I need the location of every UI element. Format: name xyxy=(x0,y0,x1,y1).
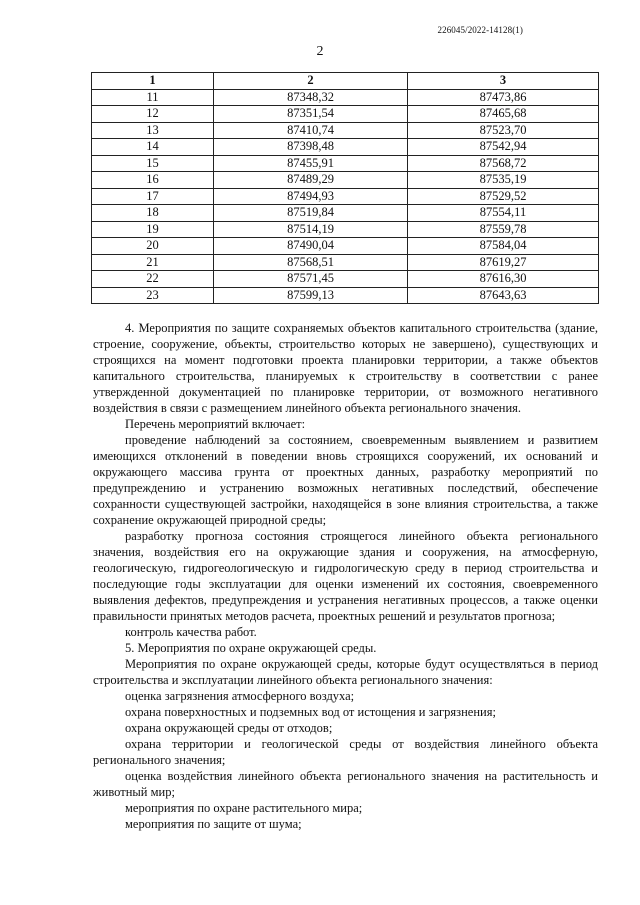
table-row xyxy=(92,205,599,222)
table-cell: 87489,29 xyxy=(214,172,408,189)
table-header-row xyxy=(92,73,599,90)
table-cell: 87529,52 xyxy=(408,188,599,205)
table-row xyxy=(92,221,599,238)
column-header: 3 xyxy=(408,73,599,90)
paragraph: охрана территории и геологической среды от воздействия линейного объекта регионального значения; xyxy=(93,737,598,767)
table-row xyxy=(92,122,599,139)
table-row xyxy=(92,89,599,106)
table-cell: 20 xyxy=(92,238,214,255)
table-cell: 13 xyxy=(92,122,214,139)
table-row xyxy=(92,188,599,205)
table-cell: 87559,78 xyxy=(408,221,599,238)
page-number: 2 xyxy=(316,44,324,59)
table-cell: 22 xyxy=(92,271,214,288)
paragraph: оценка воздействия линейного объекта регионального значения на растительность и животный мир; xyxy=(93,769,598,799)
paragraph: проведение наблюдений за состоянием, своевременным выявлением и развитием имеющихся отклонений в поведении вновь строящихся сооружений, их оснований и окружающего массива грунта от проектных данных, разработку мероприятий по предупреждению и устранению возможных негативных последствий, обеспечение сохранности существующей застройки, находящейся в зоне влияния строительства, а также сохранение окружающей природной среды; xyxy=(93,433,598,527)
table-cell: 87398,48 xyxy=(214,139,408,156)
paragraph: охрана поверхностных и подземных вод от истощения и загрязнения; xyxy=(125,705,496,719)
coordinates-table xyxy=(91,72,599,304)
paragraph: мероприятия по охране растительного мира; xyxy=(125,801,363,815)
table-cell: 87514,19 xyxy=(214,221,408,238)
column-header: 1 xyxy=(92,73,214,90)
table-cell: 23 xyxy=(92,287,214,304)
table-cell: 87494,93 xyxy=(214,188,408,205)
table-cell: 21 xyxy=(92,254,214,271)
table-row xyxy=(92,287,599,304)
table-row xyxy=(92,155,599,172)
table-cell: 87490,04 xyxy=(214,238,408,255)
paragraph: контроль качества работ. xyxy=(125,625,257,639)
table-cell: 87584,04 xyxy=(408,238,599,255)
table-cell: 87465,68 xyxy=(408,106,599,123)
table-cell: 87643,63 xyxy=(408,287,599,304)
table-cell: 87455,91 xyxy=(214,155,408,172)
table-cell: 12 xyxy=(92,106,214,123)
table-cell: 87568,72 xyxy=(408,155,599,172)
paragraph: 4. Мероприятия по защите сохраняемых объектов капитального строительства (здание, строение, сооружение, объекты, строительство которых не завершено), существующих и строящихся на момент подготовки проекта планировки территории, а также объектов капитального строительства, планируемых к строительству в соответствии с ранее утвержденной документацией по планировке территории, от возможного негативного воздействия в связи с размещением линейного объекта регионального значения. xyxy=(93,321,598,415)
table-cell: 87348,32 xyxy=(214,89,408,106)
table-cell: 17 xyxy=(92,188,214,205)
table-cell: 87568,51 xyxy=(214,254,408,271)
table-cell: 14 xyxy=(92,139,214,156)
document-body xyxy=(93,320,598,832)
table-row xyxy=(92,139,599,156)
table-cell: 15 xyxy=(92,155,214,172)
table-cell: 87410,74 xyxy=(214,122,408,139)
paragraph: разработку прогноза состояния строящегося линейного объекта регионального значения, воздействия его на окружающие здания и сооружения, на атмосферную, геологическую, гидрогеологическую и гидрологическую среду в период строительства и последующие годы эксплуатации для оценки изменений их состояния, своевременного выявления дефектов, предупреждения и устранения негативных процессов, а также оценки правильности принятых методов расчета, проектных решений и результатов прогноза; xyxy=(93,529,598,623)
table-body xyxy=(92,89,599,304)
table-cell: 87619,27 xyxy=(408,254,599,271)
paragraph: Перечень мероприятий включает: xyxy=(125,417,306,431)
table-cell: 19 xyxy=(92,221,214,238)
table-cell: 87554,11 xyxy=(408,205,599,222)
column-header: 2 xyxy=(214,73,408,90)
table-cell: 87351,54 xyxy=(214,106,408,123)
table-cell: 16 xyxy=(92,172,214,189)
paragraph: мероприятия по защите от шума; xyxy=(125,817,302,831)
paragraph: Мероприятия по охране окружающей среды, которые будут осуществляться в период строительства и эксплуатации линейного объекта регионального значения: xyxy=(93,657,598,687)
table-cell: 87535,19 xyxy=(408,172,599,189)
table-row xyxy=(92,238,599,255)
paragraph: оценка загрязнения атмосферного воздуха; xyxy=(125,689,355,703)
table-cell: 87473,86 xyxy=(408,89,599,106)
table-cell: 87519,84 xyxy=(214,205,408,222)
table-row xyxy=(92,254,599,271)
table-row xyxy=(92,172,599,189)
paragraph: охрана окружающей среды от отходов; xyxy=(125,721,333,735)
table-row xyxy=(92,106,599,123)
table-cell: 87542,94 xyxy=(408,139,599,156)
table-cell: 87599,13 xyxy=(214,287,408,304)
document-id: 226045/2022-14128(1) xyxy=(437,25,523,35)
table-cell: 11 xyxy=(92,89,214,106)
table-row xyxy=(92,271,599,288)
table-cell: 87523,70 xyxy=(408,122,599,139)
table-cell: 18 xyxy=(92,205,214,222)
paragraph: 5. Мероприятия по охране окружающей среды. xyxy=(125,641,377,655)
table-cell: 87571,45 xyxy=(214,271,408,288)
table-cell: 87616,30 xyxy=(408,271,599,288)
